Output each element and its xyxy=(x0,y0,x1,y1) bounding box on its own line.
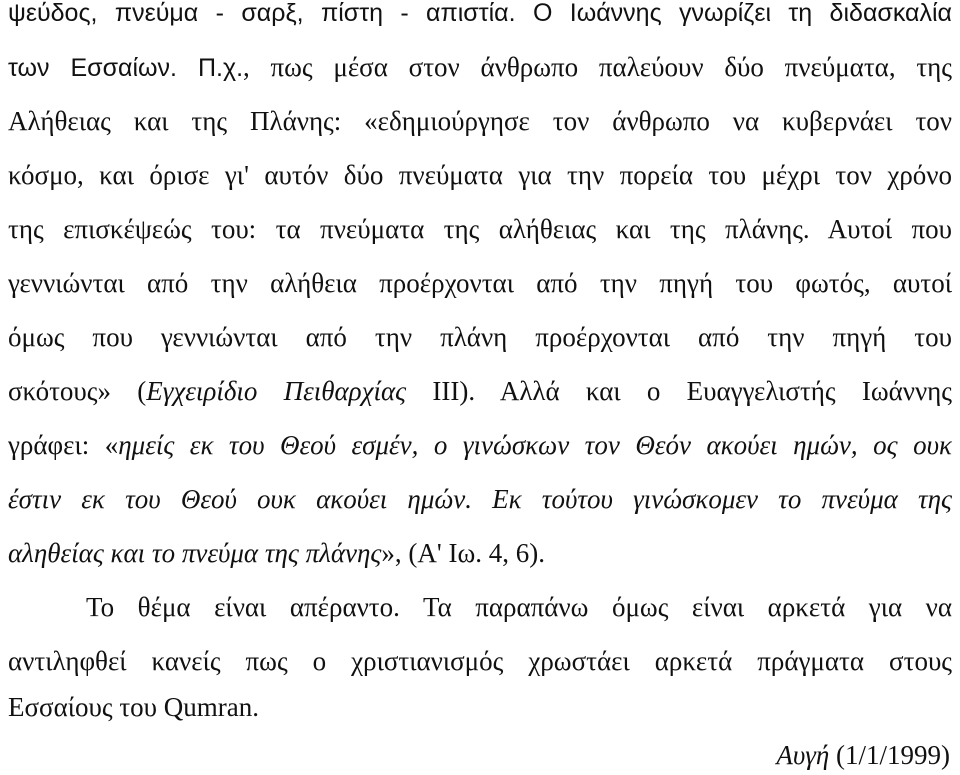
text-line-14 xyxy=(8,690,952,724)
line-13-text: αντιληφθεί κανείς πως ο χριστιανισμός χρωστάει αρκετά πράγματα στους xyxy=(8,646,952,676)
text-line-9 xyxy=(8,428,952,462)
line-1-text: ψεύδος, πνεύμα - σαρξ, πίστη - απιστία. Ο Ιωάννης γνωρίζει τη διδασκαλία xyxy=(8,0,952,27)
line-12-text: Το θέμα είναι απέραντο. Τα παραπάνω όμως είναι αρκετά για να xyxy=(86,592,952,622)
line-8-text-end: ΙΙΙ). Αλλά και ο Ευαγγελιστής Ιωάννης xyxy=(406,376,952,406)
text-line-4 xyxy=(8,158,952,192)
line-3-text: Αλήθειας και της Πλάνης: «εδημιούργησε τον άνθρωπο να κυβερνάει τον xyxy=(8,106,952,136)
quotation-part-3: αληθείας και το πνεύμα της πλάνης xyxy=(8,538,382,568)
text-line-8 xyxy=(8,374,952,408)
text-line-13 xyxy=(8,644,952,678)
text-line-2 xyxy=(8,50,952,84)
line-8-text-start: σκότους» ( xyxy=(8,376,147,406)
line-6-text: γεννιώνται από την αλήθεια προέρχονται από την πηγή του φωτός, αυτοί xyxy=(8,268,952,298)
line-7-text: όμως που γεννιώνται από την πλάνη προέρχονται από την πηγή του xyxy=(8,322,952,352)
text-line-1 xyxy=(8,0,952,30)
book-title: Εγχειρίδιο Πειθαρχίας xyxy=(146,376,407,406)
quotation-part-2: έστιν εκ του Θεού ουκ ακούει ημών. Εκ τούτου γινώσκομεν το πνεύμα της xyxy=(8,484,952,514)
text-line-5 xyxy=(8,212,952,246)
bible-reference: », (Α' Ιω. 4, 6). xyxy=(381,538,545,568)
source-date: (1/1/1999) xyxy=(829,740,950,770)
line-4-text: κόσμο, και όρισε γι' αυτόν δύο πνεύματα για την πορεία του μέχρι τον χρόνο xyxy=(8,160,952,190)
quotation-part-1: ημείς εκ του Θεού εσμέν, ο γινώσκων τον Θεόν ακούει ημών, ος ουκ xyxy=(118,430,952,460)
text-line-10 xyxy=(8,482,952,516)
line-2-text-end: , πως μέσα στον άνθρωπο παλεύουν δύο πνεύματα, της xyxy=(243,52,952,82)
source-name: Αυγή xyxy=(776,740,830,770)
text-line-3 xyxy=(8,104,952,138)
text-line-7 xyxy=(8,320,952,354)
text-line-11 xyxy=(8,536,952,570)
line-5-text: της επισκέψεώς του: τα πνεύματα της αλήθειας και της πλάνης. Αυτοί που xyxy=(8,214,952,244)
text-line-6 xyxy=(8,266,952,300)
source-signature xyxy=(776,738,950,772)
line-9-text-start: γράφει: « xyxy=(8,430,119,460)
line-14-text: Εσσαίους του Qumran. xyxy=(8,692,260,722)
text-line-12 xyxy=(86,590,952,624)
line-2-text-start: των Εσσαίων. Π.χ. xyxy=(8,54,244,82)
